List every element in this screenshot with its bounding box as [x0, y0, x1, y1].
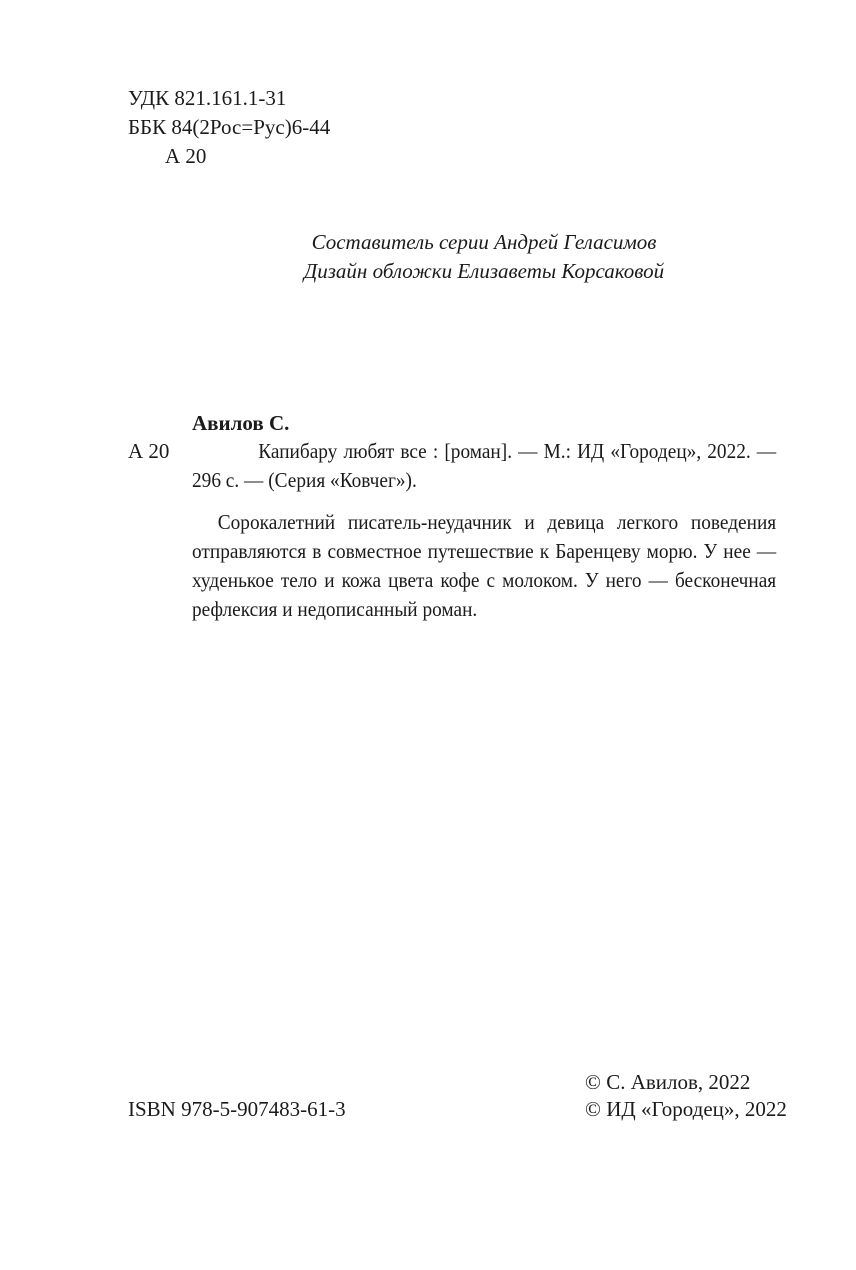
- author-code-line: А 20: [165, 144, 207, 168]
- bibliographic-codes-block: [128, 84, 330, 171]
- credits-block: [192, 228, 776, 286]
- copyright-author-line: © С. Авилов, 2022: [585, 1070, 751, 1094]
- udk-line: УДК 821.161.1-31: [128, 86, 287, 110]
- catalog-card-code: А 20: [128, 439, 170, 463]
- cover-designer-credit: Дизайн обложки Елизаветы Корсаковой: [303, 259, 665, 283]
- catalog-card-author: Авилов С.: [192, 411, 290, 435]
- annotation-paragraph: Сорокалетний писатель-неудачник и девица легкого поведения отправляются в совместное путешествие к Баренцеву морю. У нее — худенькое тело и кожа цвета кофе с молоком. У него — бесконечная рефлексия и недописанный роман.: [192, 510, 777, 621]
- isbn-line: ISBN 978-5-907483-61-3: [128, 1097, 346, 1121]
- copyright-publisher-line: © ИД «Городец», 2022: [585, 1097, 787, 1121]
- catalog-card-description: Капибару любят все : [роман]. — М.: ИД «Городец», 2022. — 296 с. — (Серия «Ковчег»).: [192, 439, 777, 492]
- bbk-line: ББК 84(2Рос=Рус)6-44: [128, 115, 331, 139]
- series-editor-credit: Составитель серии Андрей Геласимов: [311, 230, 657, 254]
